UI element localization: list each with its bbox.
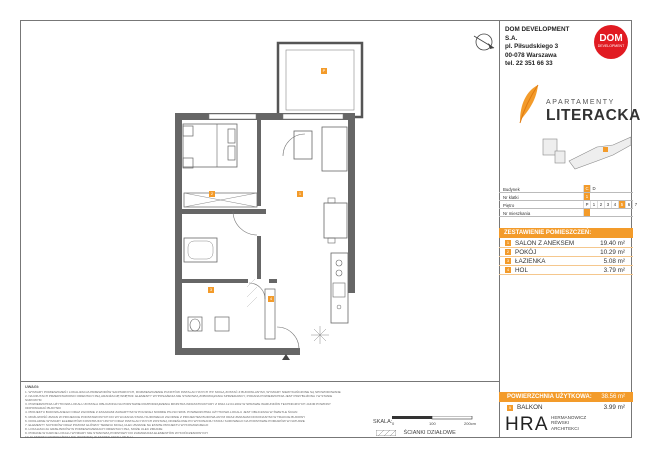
- info-label: Nr mieszkania: [503, 211, 531, 216]
- scale-tick-100: 100: [429, 421, 436, 426]
- room-name: POKÓJ: [515, 249, 537, 256]
- info-row: [499, 201, 638, 209]
- legend-partition-walls: [376, 430, 456, 436]
- info-cell: [583, 209, 590, 216]
- company-city: 00-078 Warszawa: [505, 51, 557, 59]
- plan-label-balcony: P: [322, 68, 326, 73]
- info-cell: P: [583, 201, 590, 208]
- floor-plan: [21, 21, 499, 381]
- info-row: [499, 209, 633, 217]
- company-name: DOM DEVELOPMENT S.A.: [505, 26, 570, 42]
- info-row: [499, 193, 633, 201]
- info-cell: 6: [625, 201, 632, 208]
- company-street: pl. Piłsudskiego 3: [505, 43, 559, 51]
- company-block: [505, 26, 577, 69]
- project-subtitle: APARTAMENTY: [546, 99, 615, 106]
- sofa-icon: [322, 127, 347, 171]
- scale-bar: [392, 416, 478, 426]
- balcony-outline: [278, 43, 362, 117]
- info-cell: 7: [632, 201, 639, 208]
- plan-label-room-1: 1: [298, 191, 302, 196]
- total-area-value: 38.56 m²: [601, 394, 625, 400]
- info-cell: 1: [590, 201, 597, 208]
- info-cell: D: [590, 185, 597, 192]
- plan-sheet: [20, 20, 641, 440]
- plan-label-room-2: 2: [210, 191, 214, 196]
- room-area: 19.40 m²: [600, 240, 625, 247]
- unit-info-table: [499, 185, 638, 217]
- total-area-bar: [499, 392, 633, 402]
- info-cell: 5: [618, 201, 625, 208]
- balcony-area: 3.99 m²: [603, 404, 625, 411]
- room-area: 3.79 m²: [603, 267, 625, 274]
- feather-icon: [516, 83, 542, 125]
- info-row: [499, 185, 633, 193]
- project-title: LITERACKA: [546, 107, 641, 124]
- info-cell: 3: [604, 201, 611, 208]
- room-row: 3 ŁAZIENKA 5.08 m²: [499, 257, 633, 266]
- plan-label-room-4: 4: [269, 296, 273, 301]
- room-row: 4 HOL 3.79 m²: [499, 266, 633, 275]
- room-row: 2 POKÓJ 10.29 m²: [499, 248, 633, 257]
- hatch-swatch-icon: [376, 430, 396, 436]
- info-cell: 2: [597, 201, 604, 208]
- key-plan: [541, 133, 633, 173]
- scale-tick-200: 200cm: [464, 421, 477, 426]
- dom-development-logo: DOM DEVELOPMENT: [594, 25, 628, 59]
- info-label: Budynek: [503, 187, 520, 192]
- info-cell: 4: [611, 201, 618, 208]
- info-label: Piętro: [503, 203, 515, 208]
- bathtub-icon: [184, 238, 217, 262]
- room-name: HOL: [515, 267, 528, 274]
- bed-icon: [183, 124, 237, 167]
- north-arrow-icon: [474, 34, 494, 50]
- dining-table-icon: [324, 203, 347, 238]
- washbasin-icon: [215, 317, 229, 331]
- room-row: 1 SALON Z ANEKSEM 19.40 m²: [499, 239, 633, 248]
- room-name: SALON Z ANEKSEM: [515, 240, 575, 247]
- notes-heading: UWAGI:: [25, 385, 40, 389]
- scale-label: SKALA:: [373, 419, 393, 425]
- company-phone: tel. 22 351 66 33: [505, 60, 553, 68]
- coffee-table-icon: [294, 131, 312, 159]
- balcony-row: 5 BALKON 3.99 m²: [508, 404, 625, 411]
- info-cell: 1: [583, 193, 590, 200]
- room-area: 5.08 m²: [603, 258, 625, 265]
- room-name: ŁAZIENKA: [515, 258, 546, 265]
- notes-text: 1. WYMIARY POMIESZCZEŃ I LOKALIZACJA PRZEWODÓW SANITARNYCH, ROZMIESZCZENIE PUNKTÓW INSTALACYJNYCH ITP. MOGĄ ZOSTAĆ Z BUDOWLANYMI, WYMIARY NIEWYKAŃCZONE SĄ SPOWODOWANE 2. NA RZUTACH PRZEDSTAWIONO ORIENTACYJNĄ ARANŻACJĘ WNĘTRZ. ELEMENTY WYPOSAŻENIA NIE STANOWIĄ ZOBOWIĄZANIA SPRZEDAWCY, PODANA POWIERZCHNIA JEST PRZYBLIŻONA I W STANIE SUROWYM 3. POWIERZCHNIA UŻYTKOWA LOKALU ZOSTAŁA OBLICZONA NA PODSTAWIE ROZPORZĄDZENIA MINISTRA INFRASTRUKTURY Z DNIA 12.04.2002 W SPRAWIE WARUNKÓW TECHNICZNYCH JAKIM POWINNY ODPOWIADAĆ BUDYNKI 4. PROJEKTU BUDOWLANEGO ORAZ ZGODNIE Z ZASADAMI ZAWARTYMI W POLSKIEJ NORMIE PN-ISO 9836. POWIERZCHNIA UŻYTKOWA LOKALU JEST OBLICZANA W ŚWIETLE ŚCIAN 5. MOŻLIWOŚĆ ZMIAN W PROJEKCIE PODSTAWIONYCH DO WYLICZANIA STANU SUROWEGO ZGODNIE Z PROJEKTEM BUDOWLANYM ORAZ ZMIANAMI DOKONANYMI W TRAKCIE BUDOWY 6. DOKŁADNE WYMIARY ELEMENTÓW KONSTRUKCYJNYCH ORAZ INSTALACYJNYCH ZOSTANĄ OKREŚLONE PO WYKONANIU STANU SUROWEGO NA PODSTAWIE POMIARÓW W NATURZE 7. ELEMENTY SCHODÓW ORAZ POZIOM GŁÓWNY TERENU MOGĄ ULEC ZMIANIE NA ETAPIE PROJEKTU WYKONAWCZEGO 8. LOKALIZACJA GRZEJNIKÓW W POMIESZCZENIACH ORIENTACYJNA, MOŻE ULEC ZMIANIE 9. PODANE W KARCIE LOKALU WYMIARY NIE STANOWIĄ PODSTAWY DO ZAMAWIANIA ELEMENTÓW WYKOŃCZENIOWYCH 10. ELEMENTY WYPOSAŻENIA NIE WCHODZĄ W ZAKRES CENY LOKALU: [25, 390, 341, 440]
- info-cell: C: [583, 185, 590, 192]
- room-area: 10.29 m²: [600, 249, 625, 256]
- plan-label-room-3: 3: [209, 287, 213, 292]
- scale-tick-0: 0: [392, 421, 395, 426]
- kitchen-counter-icon: [331, 253, 348, 323]
- rooms-header: ZESTAWIENIE POMIESZCZEŃ:: [499, 228, 633, 238]
- architect-name: HERMANOWICZ RÉWSKI ARCHITEKCI: [551, 415, 587, 431]
- total-area-label: POWIERZCHNIA UŻYTKOWA:: [507, 394, 592, 400]
- rooms-list: [499, 239, 633, 275]
- legend-label: ŚCIANKI DZIAŁOWE: [403, 430, 456, 437]
- info-label: Nr klatki: [503, 195, 519, 200]
- architect-logo: HRA: [505, 414, 549, 435]
- balcony-name: BALKON: [517, 404, 543, 411]
